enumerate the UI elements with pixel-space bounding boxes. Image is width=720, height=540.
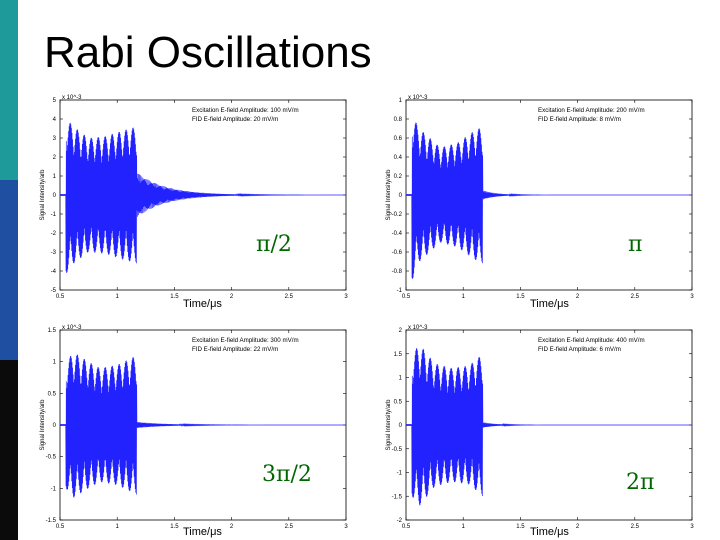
legend-entry: FID E-field Amplitude: 6 mV/m [538, 346, 621, 353]
y-tick-label: 0.4 [393, 155, 402, 161]
y-tick-label: 4 [52, 117, 56, 123]
x-tick-label: 3 [344, 524, 348, 530]
y-tick-label: -1 [50, 212, 56, 218]
phase-label-2: π [628, 232, 643, 257]
chart-panel-4 [382, 322, 702, 532]
y-tick-label: -0.5 [45, 454, 56, 461]
y-tick-label: 5 [52, 98, 56, 104]
y-tick-label: -0.8 [391, 269, 402, 275]
x-tick-label: 1 [461, 524, 465, 530]
y-tick-label: -1 [50, 486, 56, 493]
chart-panel-2 [382, 92, 702, 302]
x-tick-label: 2.5 [284, 294, 293, 300]
x-tick-label: 0.5 [55, 524, 65, 530]
x-axis-label-1: Time/μs [183, 298, 222, 310]
y-axis-label: Signal Intensity/arb [40, 399, 46, 451]
legend-entry: Excitation E-field Amplitude: 200 mV/m [538, 107, 645, 114]
legend-entry: FID E-field Amplitude: 8 mV/m [538, 116, 621, 123]
x-tick-label: 2 [229, 294, 234, 300]
axis-exponent: x 10^-3 [62, 325, 82, 331]
phase-label-1: π/2 [256, 232, 292, 257]
x-tick-label: 3 [690, 524, 694, 530]
y-tick-label: 1 [52, 359, 56, 366]
edge-bar-dark [0, 360, 18, 540]
phase-label-3: 3π/2 [262, 462, 312, 487]
x-tick-label: 2.5 [630, 524, 639, 530]
y-tick-label: -0.5 [391, 446, 402, 453]
edge-bar-teal [0, 0, 18, 180]
axis-exponent: x 10^-3 [408, 325, 428, 331]
legend-entry: FID E-field Amplitude: 20 mV/m [192, 116, 279, 123]
x-tick-label: 1 [115, 524, 119, 530]
x-tick-label: 1 [461, 294, 465, 300]
legend-entry: FID E-field Amplitude: 22 mV/m [192, 346, 279, 353]
x-tick-label: 1.5 [516, 294, 525, 300]
y-tick-label: 1 [398, 375, 402, 382]
x-tick-label: 1.5 [170, 294, 179, 300]
y-tick-label: 0 [52, 193, 56, 199]
x-axis-label-2: Time/μs [530, 298, 569, 310]
legend-entry: Excitation E-field Amplitude: 300 mV/m [192, 337, 299, 344]
y-tick-label: -5 [50, 288, 56, 294]
axis-exponent: x 10^-3 [408, 95, 428, 101]
phase-label-4: 2π [626, 470, 655, 495]
y-tick-label: -0.2 [391, 212, 402, 218]
y-tick-label: -1.5 [45, 518, 56, 524]
y-tick-label: -3 [50, 250, 56, 256]
axis-exponent: x 10^-3 [62, 95, 82, 101]
y-tick-label: 1.5 [47, 328, 56, 334]
x-tick-label: 3 [690, 294, 694, 300]
y-tick-label: -2 [50, 231, 56, 237]
y-tick-label: 2 [52, 155, 56, 161]
legend-entry: Excitation E-field Amplitude: 400 mV/m [538, 337, 645, 344]
y-tick-label: 0.5 [393, 399, 402, 406]
y-tick-label: -0.6 [391, 250, 402, 256]
x-tick-label: 1.5 [170, 524, 179, 530]
slide-title: Rabi Oscillations [44, 28, 372, 77]
chart-panel-1 [36, 92, 356, 302]
y-tick-label: -2 [396, 518, 402, 524]
x-tick-label: 2 [229, 524, 234, 530]
y-tick-label: 1 [398, 98, 402, 104]
x-tick-label: 2 [575, 524, 580, 530]
x-tick-label: 0.5 [55, 294, 65, 300]
y-tick-label: 0.5 [47, 391, 56, 398]
edge-bar-blue [0, 180, 18, 360]
y-tick-label: 2 [398, 328, 402, 334]
x-tick-label: 0.5 [401, 294, 411, 300]
x-tick-label: 1.5 [516, 524, 525, 530]
y-axis-label: Signal Intensity/arb [386, 399, 392, 451]
y-tick-label: -1.5 [391, 494, 402, 501]
y-tick-label: -1 [396, 288, 402, 294]
y-tick-label: 1 [52, 174, 56, 180]
y-axis-label: Signal Intensity/arb [386, 169, 392, 221]
legend-entry: Excitation E-field Amplitude: 100 mV/m [192, 107, 299, 114]
y-tick-label: 1.5 [393, 351, 402, 358]
y-tick-label: 0 [398, 423, 402, 429]
x-tick-label: 0.5 [401, 524, 411, 530]
x-axis-label-3: Time/μs [183, 526, 222, 538]
y-tick-label: -4 [50, 269, 56, 275]
y-tick-label: 0.2 [393, 174, 402, 180]
x-tick-label: 1 [115, 294, 119, 300]
y-tick-label: -1 [396, 470, 402, 477]
x-tick-label: 2.5 [284, 524, 293, 530]
y-tick-label: 0.6 [393, 136, 402, 142]
y-tick-label: 3 [52, 136, 56, 142]
y-tick-label: 0.8 [393, 117, 402, 123]
x-axis-label-4: Time/μs [530, 526, 569, 538]
y-tick-label: 0 [398, 193, 402, 199]
x-tick-label: 2.5 [630, 294, 639, 300]
y-tick-label: -0.4 [391, 231, 402, 237]
y-axis-label: Signal Intensity/arb [40, 169, 46, 221]
x-tick-label: 3 [344, 294, 348, 300]
x-tick-label: 2 [575, 294, 580, 300]
chart-panel-3 [36, 322, 356, 532]
y-tick-label: 0 [52, 423, 56, 429]
